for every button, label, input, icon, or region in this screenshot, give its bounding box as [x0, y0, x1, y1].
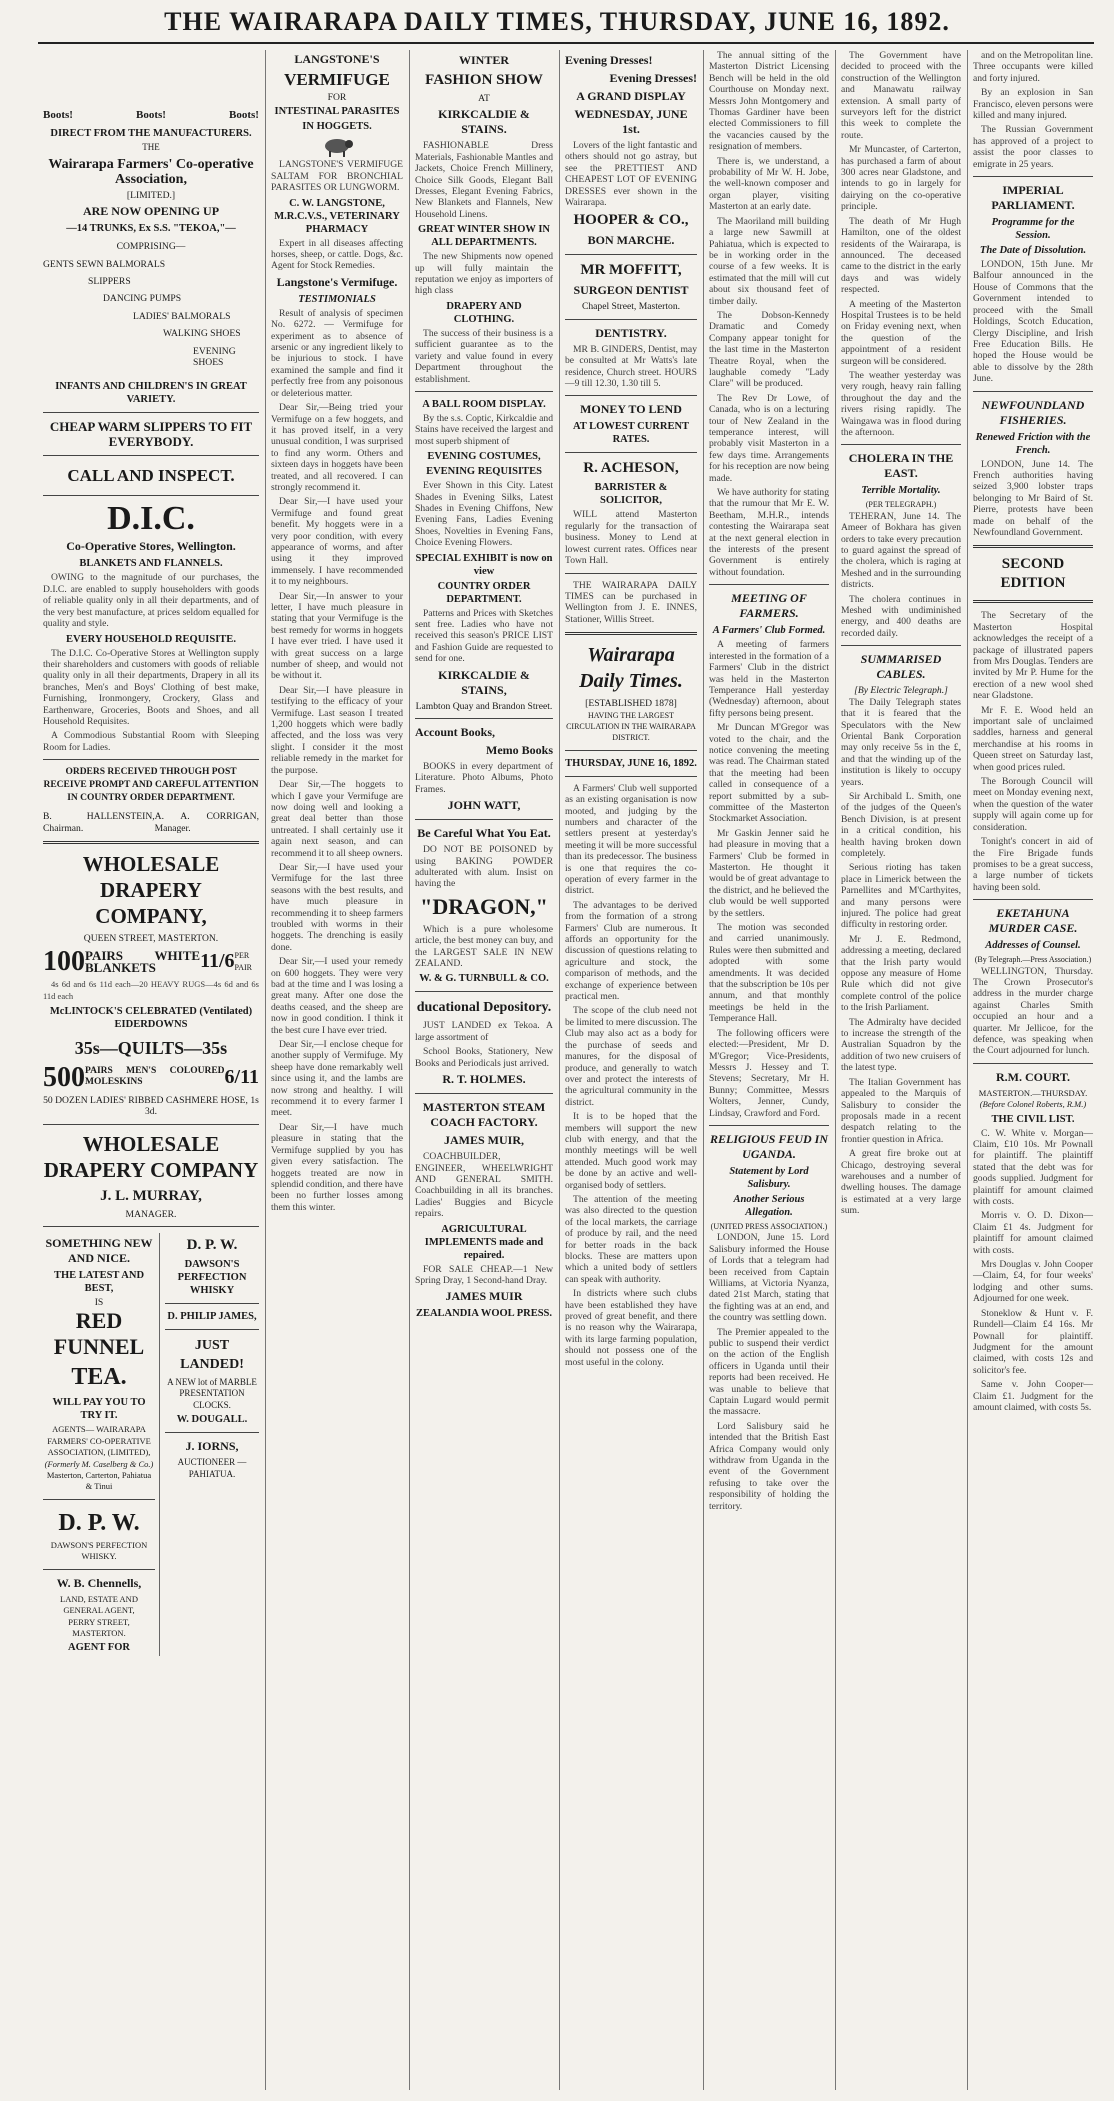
evening-requisites: EVENING REQUISITES [426, 466, 542, 478]
paper-date: THURSDAY, JUNE 16, 1892. [565, 757, 697, 769]
chennells-title: LAND, ESTATE AND GENERAL AGENT, [60, 1593, 138, 1616]
programme-heading: Programme for the Session. [991, 217, 1075, 242]
body-text: Tonight's concert in aid of the Fire Brigade funds promises to be a great success, a large number of tickets having been sold. [973, 836, 1093, 893]
agricultural-heading: AGRICULTURAL IMPLEMENTS made and repaired. [424, 1223, 544, 1261]
body-text: The Premier appealed to the public to suspend their verdict on the action of the English officers in Uganda until their reports had been received. He was unable to believe that Captain Lugard would permit the massacre. [709, 1326, 829, 1418]
before-line: (Before Colonel Roberts, R.M.) [979, 1099, 1087, 1110]
muir-name: JAMES MUIR, [444, 1133, 524, 1148]
column-2 [266, 50, 408, 2090]
dougall-name: W. DOUGALL. [176, 1414, 248, 1426]
divider [43, 1226, 259, 1227]
meeting-farmers-heading: MEETING OF FARMERS. [731, 591, 807, 621]
body-text: COACHBUILDER, ENGINEER, WHEELWRIGHT AND GENERAL SMITH. Coachbuilding in all its branches. Ladies' Buggies and Bicycle repairs. [415, 1151, 553, 1220]
cholera-heading: CHOLERA IN THE EAST. [848, 451, 954, 481]
divider [565, 573, 697, 574]
body-text: Mrs Douglas v. John Cooper—Claim, £4, for four weeks' lodging and other sums. Adjourned for one week. [973, 1259, 1093, 1305]
body-text: The Government have decided to proceed with the construction of the Wellington and Manawatu railway extension. A small party of surveyors left for the district this week to complete the route. [841, 50, 961, 141]
divider [973, 176, 1093, 177]
divider [973, 899, 1093, 900]
divider [415, 718, 553, 719]
educational-heading: ducational Depository. [416, 1000, 552, 1016]
rm-line: MASTERTON.—THURSDAY. [978, 1087, 1088, 1098]
intestinal-line: INTESTINAL PARASITES [274, 106, 400, 118]
watt-name: JOHN WATT, [447, 798, 521, 813]
tea-title: TEA. [71, 1364, 127, 1391]
rates-line: AT LOWEST CURRENT RATES. [572, 421, 690, 446]
body-text: A meeting of farmers interested in the formation of a Farmers' Club in the district was held in the Masterton Temperance Hall yesterday (Wednesday) afternoon, about fifty persons being present. [709, 639, 829, 719]
body-text: Dear Sir,—I have used your Vermifuge for the last three seasons with the best results, and have much pleasure in recommending it to sheep farmers troubled with worms in their hoggets. The drenching is easily done. [271, 861, 403, 953]
drapery-heading: DRAPERY AND CLOTHING. [446, 300, 522, 325]
telegram-label: (PER TELEGRAPH.) [865, 500, 937, 510]
careful-heading: Be Careful What You Eat. [417, 826, 551, 841]
body-text: The new Shipments now opened up will fully maintain the reputation we enjoy as importers of high class [415, 251, 553, 297]
body-text: The Maoriland mill building a large new Sawmill at Pahiatua, which is expected to be in working order in the course of a few weeks. It is estimated that the mill will cut about six thousand feet of timber daily. [709, 215, 829, 307]
quilts-line: 35s—QUILTS—35s [74, 1038, 228, 1058]
column-4 [560, 50, 702, 2090]
body-text: Dear Sir,—I used your remedy on 600 hoggets. They were very bad at the time and I was losing a great many. After one dose the deaths ceased, and the sheep are now in good condition. I think it the best cure I have ever tried. [271, 956, 403, 1036]
trunks-line: —14 TRUNKS, Ex S.S. "TEKOA,"— [66, 223, 236, 235]
divider [565, 395, 697, 396]
evening-costumes: EVENING COSTUMES, [427, 451, 541, 463]
divider [415, 991, 553, 992]
body-text: JUST LANDED ex Tekoa. A large assortment of [415, 1020, 553, 1043]
the-label: THE [142, 142, 160, 153]
body-text: Sir Archibald L. Smith, one of the judges of the Queen's Bench Division, is at present in a critical condition, his health having broken down completely. [841, 790, 961, 859]
bon-marche: BON MARCHE. [587, 233, 675, 248]
body-text: LONDON, 15th June. Mr Balfour announced in the House of Commons that the Government intended to proceed with the Small Holdings, Scotch Education, Clergy Discipline, and Irish Free Education Bills. He hoped the House would be able to dissolve by the 28th June. [973, 259, 1093, 385]
body-text: The Russian Government has approved of a project to assist the poor classes to emigrate in 25 years. [973, 124, 1093, 170]
column-1 [38, 50, 264, 2090]
footwear-list [43, 259, 259, 369]
wool-press: ZEALANDIA WOOL PRESS. [415, 1308, 553, 1320]
boots-1: Boots! [43, 109, 73, 121]
telegraph-label: (By Telegraph.—Press Association.) [974, 955, 1092, 965]
chennells-address: PERRY STREET, MASTERTON. [68, 1616, 130, 1638]
boots-row [43, 110, 259, 121]
dic-subtitle: Co-Operative Stores, Wellington. [66, 539, 236, 554]
body-text: LONDON, June 14. The French authorities having seized 3,900 lobster traps belonging to Mr Baird of St. Pierre, protests have been made on behalf of the Newfoundland Government. [973, 458, 1093, 538]
body-text: MR B. GINDERS, Dentist, may be consulted at Mr Watts's late residence, Church street. HOURS—9 till 12.30, 1.30 till 5. [565, 343, 697, 390]
second-edition-heading: SECOND EDITION [1000, 556, 1066, 592]
body-text: Dear Sir,—In answer to your letter, I have much pleasure in stating that your Vermifuge is the best remedy for worms in hoggets I have ever tried. I have used it with great success on a large number of sheep, and would not be without it. [271, 590, 403, 682]
divider [973, 545, 1093, 548]
summarised-cables-heading: SUMMARISED CABLES. [860, 652, 942, 682]
dpw-heading: D. P. W. [186, 1237, 238, 1254]
divider [565, 632, 697, 635]
dpw-text: DAWSON'S PERFECTION WHISKY. [50, 1539, 148, 1562]
club-formed-heading: A Farmers' Club Formed. [712, 625, 826, 637]
list-item: SLIPPERS [88, 276, 131, 288]
dentistry-heading: DENTISTRY. [595, 325, 667, 340]
civil-list-heading: THE CIVIL LIST. [991, 1113, 1075, 1125]
cheap-slippers-heading: CHEAP WARM SLIPPERS TO FIT EVERYBODY. [49, 419, 253, 450]
body-text: A Farmers' Club well supported as an existing organisation is now mooted, and judging by the numbers and character of the settlers present at yesterday's meeting it will be more successful than its predecessor. The business is one that requires the co-operation of every farmer in the district. [565, 782, 697, 897]
body-text: Lord Salisbury said he intended that the British East Africa Company would only withdraw from Uganda in the event of the Government refusing to take over the responsibility of holding the territory. [709, 1420, 829, 1512]
body-text: Dear Sir,—I have used your Vermifuge and found great benefit. My hoggets were in a very poor condition, with every appearance of worms, and after using it they improved immensely. I have recommended it to my neighbours. [271, 496, 403, 588]
body-text: THE WAIRARAPA DAILY TIMES can be purchased in Wellington from J. E. INNES, Stationer, Willis Street. [565, 579, 697, 625]
body-text: The Admiralty have decided to increase the strength of the Australian Squadron by the addition of two new cruisers of the latest type. [841, 1016, 961, 1074]
newfoundland-heading: NEWFOUNDLAND FISHERIES. [981, 397, 1085, 427]
column-6 [836, 50, 966, 2090]
wholesale-heading-2: WHOLESALE DRAPERY COMPANY [43, 1131, 259, 1182]
imperial-heading: IMPERIAL PARLIAMENT. [991, 183, 1075, 213]
list-item: LADIES' BALMORALS [133, 310, 231, 322]
list-item: WALKING SHOES [163, 328, 241, 340]
blankets-heading: BLANKETS AND FLANNELS. [79, 558, 223, 570]
friction-heading: Renewed Friction with the French. [975, 431, 1091, 456]
manager-label: MANAGER. [125, 1208, 177, 1220]
body-text: Same v. John Cooper—Claim £1. Judgment for the amount claimed, with costs 5s. [973, 1379, 1093, 1413]
langstone-vermifuge-2: Langstone's Vermifuge. [276, 274, 398, 289]
body-text: The Rev Dr Lowe, of Canada, who is on a lecturing tour of New Zealand in the temperance interest, will probably visit Masterton in a few days time. Arrangements for his reception are now being made. [709, 392, 829, 484]
body-text: Mr Duncan M'Gregor was voted to the chair, and the notice convening the meeting was read. The Chairman stated that the meeting had been called in consequence of a report submitted by a sub-committee of the Masterton Stockmarket Association. [709, 722, 829, 825]
column-5 [704, 50, 834, 2090]
divider [415, 1093, 553, 1094]
vermifuge-title: VERMIFUGE [284, 70, 390, 89]
direct-heading: DIRECT FROM THE MANUFACTURERS. [50, 128, 252, 140]
evening-dresses-1: Evening Dresses! [565, 53, 653, 67]
body-text: TEHERAN, June 14. The Ameer of Bokhara has given orders to take every precaution to guard against the spread of the cholera, which is raging at Meshed and in the surrounding districts. [841, 510, 961, 591]
lambton-line: Lambton Quay and Brandon Street. [415, 700, 553, 712]
divider [165, 1329, 259, 1330]
body-text: WILL attend Masterton regularly for the transaction of business. Money to Lend at lowest current rates. Offices near Town Hall. [565, 509, 697, 567]
body-text: Expert in all diseases affecting horses, sheep, or cattle. Dogs, &c. Agent for Stock Remedies. [271, 237, 403, 272]
vermifuge-seller: C. W. LANGSTONE, M.R.C.V.S., VETERINARY PHARMACY [274, 197, 400, 235]
agents-line: AGENTS— WAIRARAPA FARMERS' CO-OPERATIVE ASSOCIATION, (LIMITED), [47, 1424, 151, 1458]
body-text: Dear Sir,—I enclose cheque for another supply of Vermifuge. My sheep have done remarkably well since using it, and the lambs are now strong and healthy. I will recommend it to every farmer I meet. [271, 1039, 403, 1119]
auctioneer-line: AUCTIONEER — PAHIATUA. [177, 1457, 247, 1479]
moleskins-desc: PAIRS MEN'S COLOURED MOLESKINS [85, 1066, 225, 1088]
body-text: Which is a pure wholesome article, the best money can buy, and the LARGEST SALE IN NEW ZEALAND. [415, 923, 553, 970]
body-text: Patterns and Prices with Sketches sent free. Ladies who have not received this season's PRICE LIST and Fashion Guide are requested to send for one. [415, 607, 553, 665]
limited-label: [LIMITED.] [126, 189, 176, 201]
body-text: The attention of the meeting was also directed to the question of the local markets, the carriage of produce by rail, and the need for better roads in the back blocks. These are matters upon which a united body of settlers can speak with authority. [565, 1193, 697, 1285]
clocks-line: A NEW lot of MARBLE PRESENTATION CLOCKS. [167, 1377, 257, 1410]
account-books: Account Books, [415, 725, 496, 739]
divider [973, 600, 1093, 603]
philip-james-heading: D. PHILIP JAMES, [167, 1311, 257, 1323]
blanket-desc: PAIRS WHITE BLANKETS [85, 948, 201, 975]
counsel-heading: Addresses of Counsel. [985, 940, 1081, 952]
divider [709, 1125, 829, 1126]
column-3 [410, 50, 558, 2090]
body-text: By the s.s. Coptic, Kirkcaldie and Stains have received the largest and most superb shipment of [415, 412, 553, 447]
kirkcaldie-heading: KIRKCALDIE & STAINS. [438, 107, 530, 137]
body-text: WELLINGTON, Thursday. The Crown Prosecutor's address in the murder charge against Charles Smith occupied an hour and a quarter. Mr Jellicoe, for the defence, was speaking when the Court adjourned for lunch. [973, 965, 1093, 1057]
body-text: Mr J. E. Redmond, addressing a meeting, declared that the Irish party would oppose any measure of Home Rule which did not give complete control of the police to the Irish Parliament. [841, 933, 961, 1014]
body-text: The Daily Telegraph states that it is feared that the Speculators with the New Oriental Bank Corporation may only receive 5s in the £, and that the winding up of the institution is likely to occupy years. [841, 696, 961, 788]
body-text: 4s 6d and 6s 11d each—20 HEAVY RUGS—4s 6d and 6s 11d each [43, 979, 259, 1001]
moffitt-name: MR MOFFITT, [580, 262, 682, 279]
body-text: LONDON, June 15. Lord Salisbury informed the House of Lords that a telegram had been received from Captain Williams, at Victoria Nyanza, dated 21st March, stating that the fighting was at an end, and the country was settling down. [709, 1232, 829, 1324]
body-text: Lovers of the light fantastic and others should not go astray, but see the PRETTIEST AND CHEAPEST LOT OF EVENING DRESSES ever shown in the Wairarapa. [565, 140, 697, 209]
sheep-icon [319, 135, 355, 157]
manager-sig: A. A. CORRIGAN, Manager. [154, 811, 259, 834]
body-text: The cholera continues in Meshed with undiminished energy, and 400 deaths are recorded daily. [841, 593, 961, 639]
divider [43, 759, 259, 760]
divider [841, 645, 961, 646]
divider [841, 444, 961, 445]
murray-name: J. L. MURRAY, [100, 1187, 202, 1204]
masthead: THE WAIRARAPA DAILY TIMES, THURSDAY, JUNE 16, 1892. [164, 7, 950, 36]
divider [565, 319, 697, 320]
signature-row [43, 811, 259, 834]
country-order-heading: COUNTRY ORDER DEPARTMENT. [437, 580, 531, 605]
ballroom-heading: A BALL ROOM DISPLAY. [422, 398, 546, 410]
holmes-name: R. T. HOLMES. [442, 1072, 526, 1087]
queen-street-line: QUEEN STREET, MASTERTON. [83, 932, 219, 944]
blanket-price: 11/6 [200, 950, 235, 973]
moleskins-qty: 500 [43, 1061, 85, 1093]
body-text: The annual sitting of the Masterton District Licensing Bench will be held in the old Courthouse on Monday next. Messrs John Montgomery and Thomas Gardiner have been elected Commissioners to fill the vacancies caused by the resignation of members. [709, 50, 829, 153]
divider [565, 776, 697, 777]
body-text: BOOKS in every department of Literature. Photo Albums, Photo Frames. [415, 761, 553, 795]
body-text: In districts where such clubs have been established they have proved of great benefit, and there is no reason why the Wairarapa, with its large farming population, should not possess one of the most useful in the colony. [565, 1288, 697, 1368]
divider [415, 819, 553, 820]
winter-heading: WINTER [458, 53, 509, 67]
divider [973, 1063, 1093, 1064]
dragon-title: "DRAGON," [420, 893, 548, 919]
turnbull-name: W. & G. TURNBULL & CO. [419, 973, 549, 985]
divider [415, 391, 553, 392]
agent-for-heading: AGENT FOR [68, 1642, 130, 1654]
muir-name-2: JAMES MUIR [445, 1289, 523, 1304]
body-text: Stoneklow & Hunt v. F. Rundell—Claim £4 16s. Mr Pownall for plaintiff. Judgment for the amount claimed, with costs 12s and solicitor's fee. [973, 1307, 1093, 1376]
red-funnel-ad [43, 1233, 160, 1656]
list-item: GENTS SEWN BALMORALS [43, 258, 166, 270]
try-line: WILL PAY YOU TO TRY IT. [52, 1397, 146, 1422]
body-text: It is to be hoped that the members will support the new club with energy, and that the monthly meetings will be well attended. Much good work may be done by an active and well-organised body of settlers. [565, 1111, 697, 1191]
body-text: Mr Muncaster, of Carterton, has purchased a farm of about 300 acres near Gladstone, and intends to go in largely for dairying on the co-operative principle. [841, 144, 961, 213]
latest-line: THE LATEST AND BEST, [53, 1270, 145, 1295]
body-text: Morris v. O. D. Dixon—Claim £1 4s. Judgment for plaintiff for amount claimed with costs. [973, 1210, 1093, 1256]
testimonials-heading: TESTIMONIALS [298, 293, 376, 305]
opening-heading: ARE NOW OPENING UP [82, 204, 220, 219]
bottom-split [43, 1233, 259, 1656]
body-text: FOR SALE CHEAP.—1 New Spring Dray, 1 Second-hand Dray. [415, 1263, 553, 1286]
dpw-logo: D. P. W. [58, 1509, 140, 1536]
column-7 [968, 50, 1098, 2090]
religious-feud-heading: RELIGIOUS FEUD IN UGANDA. [709, 1131, 829, 1161]
special-line: SPECIAL EXHIBIT is now on view [415, 552, 553, 577]
barrister-line: BARRISTER & SOLICITOR, [594, 482, 668, 507]
divider [973, 391, 1093, 392]
agents-locations: Masterton, Carterton, Pahiatua & Tinui [46, 1470, 152, 1492]
body-text: Mr Gaskin Jenner said he had pleasure in moving that a Farmers' Club be formed in Masterton. He thought it would be of great advantage to the district, and he believed the club would be well supported by the settlers. [709, 827, 829, 919]
acheson-name: R. ACHESON, [583, 460, 679, 477]
body-text: Ever Shown in this City. Latest Shades in Evening Silks, Latest Shades in Evening Chiffons, New Evening Fans, Ladies Evening Shoes, Novelties in Evening Fans, Choice Evening Flowers. [415, 480, 553, 549]
divider [43, 1499, 155, 1500]
divider [565, 750, 697, 751]
established-line: [ESTABLISHED 1878] [585, 698, 677, 710]
body-text: A meeting of the Masterton Hospital Trustees is to be held on Friday evening next, when the question of the appointment of a resident surgeon will be considered. [841, 298, 961, 367]
body-text: The death of Mr Hugh Hamilton, one of the oldest residents of the Wairarapa, is announced. The deceased came to the district in the early days and was widely respected. [841, 215, 961, 296]
statement-heading: Statement by Lord Salisbury. [729, 1165, 809, 1190]
dpw-subheading: DAWSON'S PERFECTION WHISKY [177, 1259, 247, 1297]
dic-logo: D.I.C. [107, 500, 195, 538]
mortality-heading: Terrible Mortality. [861, 485, 941, 497]
body-text: The motion was seconded and carried unanimously. Rules were then submitted and adopted with some amendments. It was decided that the subscription be 10s per annum, and that monthly meetings be held in the Temperance Hall. [709, 922, 829, 1025]
langstone-title: LANGSTONE'S [294, 52, 380, 66]
money-line: MONEY TO LEND [580, 402, 682, 417]
blankets-price-row [43, 946, 259, 978]
boots-3: Boots! [229, 109, 259, 121]
body-text: Dear Sir,—Being tried your Vermifuge on a few hoggets, and it has proved itself, in a very unusual condition, I was surprised to find any worm. Others and sixteen days in hoggets have been treated, and all recovered. I can strongly recommend it. [271, 402, 403, 493]
divider [43, 455, 259, 456]
moleskins-price: 6/11 [224, 1065, 259, 1088]
divider [709, 584, 829, 585]
body-text: A great fire broke out at Chicago, destroying several warehouses and a number of dwelling houses. The damage is estimated at a very large sum. [841, 1148, 961, 1217]
list-item: EVENING SHOES [193, 345, 236, 369]
just-landed-heading: JUST LANDED! [180, 1338, 244, 1373]
body-text: The following officers were elected:—President, Mr D. M'Gregor; Vice-Presidents, Messrs J. Hessey and T. Stevens; Secretary, Mr H. Bunny; Committee, Messrs Wolters, Jenner, Cundy, Lindsay, Crawford and Ford. [709, 1027, 829, 1119]
times-title: Wairarapa Daily Times. [579, 644, 683, 693]
is-label: IS [94, 1297, 104, 1309]
press-assoc: (UNITED PRESS ASSOCIATION.) [710, 1221, 828, 1231]
kirkcaldie-footer: KIRKCALDIE & STAINS, [438, 667, 530, 697]
body-text: OWING to the magnitude of our purchases, the D.I.C. are enabled to supply householders with goods of reliable quality only in all their departments, and of the very best manufacture, at prices seldom equalled for quality and style. [43, 572, 259, 630]
hoggets-line: IN HOGGETS. [302, 121, 372, 133]
body-text: School Books, Stationery, New Books and Periodicals just arrived. [415, 1046, 553, 1069]
body-text: Dear Sir,—The hoggets to which I gave your Vermifuge are now doing well and looking a great deal better than those untreated. I shall certainly use it again next season, and can recommend it to all sheep owners. [271, 779, 403, 859]
body-text: The weather yesterday was very rough, heavy rain falling throughout the day and the rivers rising rapidly. The Waingawa was in flood during the afternoon. [841, 369, 961, 438]
chairman-sig: B. HALLENSTEIN, Chairman. [43, 811, 155, 834]
moleskins-row [43, 1061, 259, 1093]
divider [165, 1432, 259, 1433]
divider [43, 495, 259, 496]
at-label: AT [478, 93, 490, 104]
rm-court-heading: R.M. COURT. [995, 1069, 1070, 1084]
iorns-name: J. IORNS, [185, 1439, 239, 1454]
body-text: There is, we understand, a probability of Mr W. H. Jobe, the well-known composer and organ player, visiting Masterton at an early date. [709, 155, 829, 213]
comprising-label: COMPRISING— [116, 241, 186, 253]
body-text: and on the Metropolitan line. Three occupants were killed and forty injured. [973, 50, 1093, 84]
something-line: SOMETHING NEW AND NICE. [45, 1236, 153, 1266]
body-text: Dear Sir,—I have pleasure in testifying to the efficacy of your Vermifuge. Last season I treated 1,200 hoggets which were badly affected, and the loss was very slight. I consider it the most reliable remedy in the market for the purpose. [271, 684, 403, 776]
call-inspect-heading: CALL AND INSPECT. [67, 466, 235, 486]
divider [43, 1569, 155, 1570]
divider [165, 1303, 259, 1304]
chennells-name: W. B. Chennells, [56, 1575, 142, 1590]
body-text: The D.I.C. Co-Operative Stores at Wellington supply their shareholders and customers with goods of reliable quality only in all their departments, Drapery in all its branches, Men's and Boys' Clothing of best make, Furnishing, Ironmongery, Crockery, Glass and Earthenware, Groceries, Boots and Shoes, and all Household Requisites. [43, 647, 259, 727]
body-text: The scope of the club need not be limited to mere discussion. The Club may also act as a body for the purchase of seeds and manures, for the disposal of produce, and generally to watch over and protect the interests of the agricultural community in the district. [565, 1005, 697, 1108]
hose-line: 50 DOZEN LADIES' RIBBED CASHMERE HOSE, 1s 3d. [43, 1094, 259, 1118]
steam-coach-heading: MASTERTON STEAM COACH FACTORY. [422, 1100, 546, 1130]
bottom-right-ads [160, 1233, 259, 1656]
another-heading: Another Serious Allegation. [733, 1193, 805, 1218]
body-text: The advantages to be derived from the formation of a strong Farmers' Club are numerous. It affords an opportunity for the discussion of questions relating to agriculture and stock, the comparison of methods, and the exchange of experience between practical men. [565, 899, 697, 1003]
body-text: The Dobson-Kennedy Dramatic and Comedy Company appear tonight for the last time in the Masterton Theatre Royal, when the laughable comedy "Lady Clare" will be produced. [709, 309, 829, 390]
agents-former: (Formerly M. Caselberg & Co.) [44, 1458, 154, 1469]
fashion-show-heading: FASHION SHOW [425, 72, 543, 88]
divider [43, 1124, 259, 1125]
memo-books: Memo Books [486, 743, 553, 757]
list-item: DANCING PUMPS [103, 293, 182, 305]
winter-show-line: GREAT WINTER SHOW IN ALL DEPARTMENTS. [418, 224, 550, 249]
dissolution-heading: The Date of Dissolution. [979, 245, 1087, 257]
body-text: DO NOT BE POISONED by using BAKING POWDER adulterated with alum. Insist on having the [415, 844, 553, 890]
ekethahuna-heading: EKETAHUNA MURDER CASE. [988, 906, 1078, 936]
body-text: Dear Sir,—I have much pleasure in stating that the Vermifuge supplied by you has given every satisfaction. The hoggets treated are now in splendid condition, and there have been no further losses among them this winter. [271, 1121, 403, 1213]
evening-dresses-2: Evening Dresses! [609, 71, 697, 85]
electric-label: [By Electric Telegraph.] [854, 685, 948, 697]
blanket-qty: 100 [43, 946, 85, 978]
orders-line: ORDERS RECEIVED THROUGH POST RECEIVE PROMPT AND CAREFUL ATTENTION IN COUNTRY ORDER DEPARTMENT. [43, 767, 259, 804]
wednesday-line: WEDNESDAY, JUNE 1st. [574, 107, 688, 136]
grand-display: A GRAND DISPLAY [576, 89, 686, 103]
chapel-street: Chapel Street, Masterton. [581, 301, 681, 313]
mclintock-line: McLINTOCK'S CELEBRATED (Ventilated) EIDERDOWNS [49, 1006, 253, 1030]
body-text: The Borough Council will meet on Monday evening next, when the question of the water supply will again come up for consideration. [973, 776, 1093, 833]
hooper-name: HOOPER & CO., [573, 212, 689, 229]
body-text: Result of analysis of specimen No. 6272. — Vermifuge for experiment as to absence of arsenic or any ingredient likely to be injurious to stock. I have examined the sample and find it perfectly free from any poisonous or deleterious matter. [271, 307, 403, 399]
body-text: FASHIONABLE Dress Materials, Fashionable Mantles and Jackets, Choice French Millinery, Choice Silk Goods, Elegant Ball Dresses, Elegant Evening Fabrics, New Blankets and Flannels, New Household Linens. [415, 140, 553, 220]
boots-2: Boots! [136, 109, 166, 121]
infants-line: INFANTS AND CHILDREN'S IN GREAT VARIETY. [55, 381, 247, 406]
body-text: The Italian Government has appealed to the Marquis of Salisbury to consider the proposals made in a recent despatch relating to the frontier question in Africa. [841, 1076, 961, 1145]
body-text: A Commodious Substantial Room with Sleeping Room for Ladies. [43, 730, 259, 753]
largest-circulation: HAVING THE LARGEST CIRCULATION IN THE WAIRARAPA DISTRICT. [566, 710, 696, 743]
divider [565, 452, 697, 453]
body-text: We have authority for stating that the rumour that Mr E. W. Beetham, M.H.R., intends contesting the Wairarapa seat at the next general election in the interests of the present Government is entirely without foundation. [709, 487, 829, 578]
body-text: C. W. White v. Morgan—Claim, £10 10s. Mr Pownall for plaintiff. The plaintiff stated that the debt was for goods supplied. Judgment for plaintiff for amount claimed with costs. [973, 1127, 1093, 1208]
body-text: LANGSTONE'S VERMIFUGE SALTAM FOR BRONCHIAL PARASITES OR LUNGWORM. [271, 159, 403, 194]
household-heading: EVERY HOUSEHOLD REQUISITE. [66, 633, 236, 645]
divider [43, 412, 259, 413]
per-pair-label: PER PAIR [234, 951, 253, 972]
body-text: The success of their business is a sufficient guarantee as to the variety and value found in every Department throughout the establishment. [415, 327, 553, 385]
for-label: FOR [327, 92, 347, 103]
divider [565, 254, 697, 255]
body-text: The Secretary of the Masterton Hospital acknowledges the receipt of a package of illustrated papers from Mrs Douglas. Tenders are invited by Mr P. Hume for the erection of a new wool shed near Gladstone. [973, 610, 1093, 702]
red-funnel-title: RED FUNNEL [53, 1308, 145, 1360]
masthead-rule [38, 42, 1094, 44]
association-heading: Wairarapa Farmers' Co-operative Association, [48, 156, 254, 187]
body-text: Mr F. E. Wood held an important sale of unclaimed saddles, harness and general merchandise at his rooms in Queen street on Saturday last, when good prices ruled. [973, 704, 1093, 773]
surgeon-line: SURGEON DENTIST [573, 283, 689, 298]
body-text: Serious rioting has taken place in Limerick between the Parnellites and M'Carthyites, and many persons were injured. The police had great difficulty in restoring order. [841, 862, 961, 931]
body-text: By an explosion in San Francisco, eleven persons were killed and many injured. [973, 87, 1093, 122]
divider [43, 841, 259, 844]
wholesale-heading: WHOLESALE DRAPERY COMPANY, [82, 851, 220, 928]
